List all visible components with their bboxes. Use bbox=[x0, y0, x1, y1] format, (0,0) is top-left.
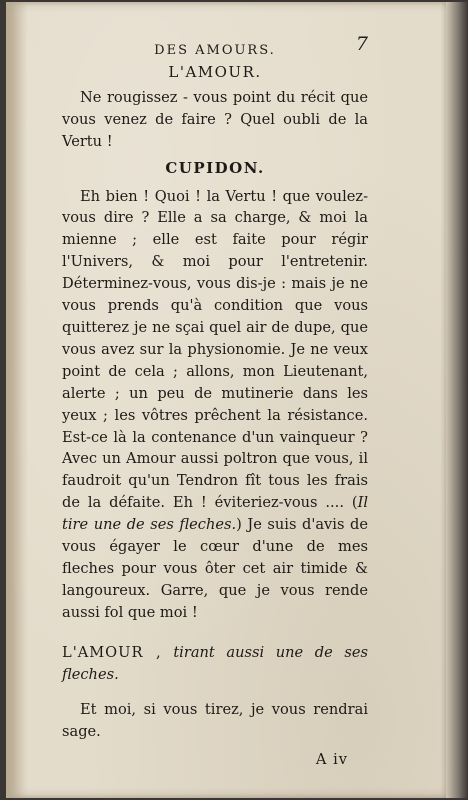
speaker-name: L'AMOUR , bbox=[62, 643, 162, 661]
dialogue-paragraph bbox=[62, 186, 368, 624]
stage-direction: Il tire une de ses fleches. bbox=[62, 494, 368, 534]
running-title: DES AMOURS. bbox=[154, 43, 276, 58]
page-gutter-shadow bbox=[6, 2, 28, 798]
paragraph-text: Eh bien ! Quoi ! la Vertu ! que voulez-vous dire ? Elle a sa charge, & moi la mienne ; elle est faite pour régir l'Univers, & moi pour l'entretenir. Déterminez-vous, vous dis-je : mais je ne vous prends qu'à condition que vous quitterez je ne sçai quel air de dupe, que vous avez sur la physionomie. Je ne veux point de cela ; allons, mon Lieutenant, alerte ; un peu de mutinerie dans les yeux ; les vôtres prêchent la résistance. Est-ce là la contenance d'un vainqueur ? Avec un Amour aussi poltron que vous, il faudroit qu'un Tendron fît tous les frais de la défaite. Eh ! éviteriez-vous .... ( bbox=[62, 187, 368, 512]
stage-direction: tirant aussi une de ses fleches. bbox=[62, 643, 368, 683]
paragraph-text: ) Je suis d'avis de vous égayer le cœur d'une de mes fleches pour vous ôter cet air timide & langoureux. Garre, que je vous rende aussi fol que moi ! bbox=[62, 516, 368, 621]
speaker-heading: CUPIDON. bbox=[165, 158, 265, 177]
page-number: 7 bbox=[355, 33, 370, 55]
page-header bbox=[62, 33, 370, 62]
page-text-block bbox=[62, 33, 370, 771]
dialogue-paragraph: Ne rougissez - vous point du récit que vous venez de faire ? Quel oubli de la Vertu ! bbox=[62, 88, 368, 150]
signature-mark: A iv bbox=[315, 751, 348, 769]
page-edge bbox=[446, 2, 468, 798]
speaker-line bbox=[62, 642, 368, 686]
dialogue-paragraph: Et moi, si vous tirez, je vous rendrai sage. bbox=[62, 701, 368, 741]
speaker-heading: L'AMOUR. bbox=[168, 63, 262, 81]
